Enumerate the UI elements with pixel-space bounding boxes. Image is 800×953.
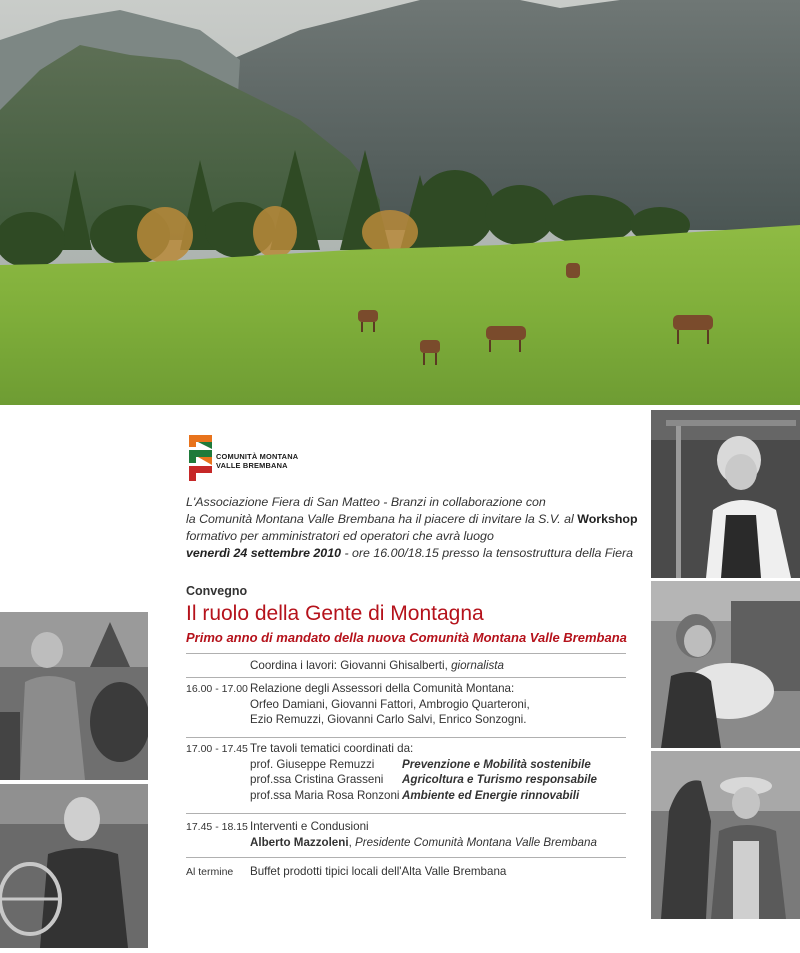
coordinator: Coordina i lavori: Giovanni Ghisalberti, giornalista	[250, 659, 504, 672]
table-row: prof.ssa Cristina Grasseni Agricoltura e Turismo responsabile	[250, 773, 597, 786]
photo-man-with-horse	[651, 751, 800, 919]
time-slot-4: Al termine	[186, 866, 234, 878]
photo-old-man-with-basket	[0, 784, 148, 948]
divider	[186, 737, 626, 738]
intro-paragraph	[186, 494, 638, 562]
program-block-2: Tre tavoli tematici coordinati da: prof. Giuseppe Remuzzi Prevenzione e Mobilità sostenibile prof.ssa Cristina Grasseni Agricoltura e Turismo responsabile prof.ssa Maria Rosa Ronzoni Ambiente ed Energie rinnovabili	[250, 741, 630, 803]
table-row: prof. Giuseppe Remuzzi Prevenzione e Mobilità sostenibile	[250, 757, 591, 771]
logo-mark-icon	[186, 433, 216, 483]
program-block-3: Interventi e Condusioni Alberto Mazzoleni, Presidente Comunità Montana Valle Brembana	[250, 820, 597, 849]
section-label: Convegno	[186, 584, 248, 598]
divider	[186, 857, 626, 858]
photo-man-with-cows	[0, 612, 148, 780]
landscape-illustration	[0, 0, 800, 405]
photo-woman-with-rake	[651, 410, 800, 578]
event-date: venerdì 24 settembre 2010	[186, 546, 341, 560]
logo-line-1: COMUNITÀ MONTANA	[216, 452, 299, 461]
photo-woman-with-piglet	[651, 581, 800, 748]
logo-comunita-montana	[186, 433, 316, 485]
time-slot-3: 17.45 - 18.15	[186, 821, 248, 833]
logo-line-2: VALLE BREMBANA	[216, 461, 288, 470]
table-row: prof.ssa Maria Rosa Ronzoni Ambiente ed Energie rinnovabili	[250, 788, 580, 802]
intro-line-4: venerdì 24 settembre 2010 - ore 16.00/18.15 presso la tensostruttura della Fiera	[186, 546, 634, 560]
program-block-1: Relazione degli Assessori della Comunità Montana: Orfeo Damiani, Giovanni Fattori, Ambrogio Quarteroni, Ezio Remuzzi, Giovanni Carlo Salvi, Enrico Sonzogni.	[250, 682, 530, 726]
divider	[186, 813, 626, 814]
intro-line-1: L'Associazione Fiera di San Matteo - Branzi in collaborazione con	[186, 495, 546, 509]
divider	[186, 653, 626, 654]
time-slot-1: 16.00 - 17.00	[186, 683, 248, 695]
event-subtitle: Primo anno di mandato della nuova Comunità Montana Valle Brembana	[186, 630, 627, 645]
divider	[186, 677, 626, 678]
event-title: Il ruolo della Gente di Montagna	[186, 602, 484, 625]
hero-landscape-photo	[0, 0, 800, 405]
intro-line-2: la Comunità Montana Valle Brembana ha il piacere di invitare la S.V. al Workshop	[186, 512, 638, 526]
intro-line-3: formativo per amministratori ed operatori che avrà luogo	[186, 529, 494, 543]
speaker-name: Alberto Mazzoleni	[250, 835, 349, 849]
workshop-word: Workshop	[577, 512, 638, 526]
program-block-4: Buffet prodotti tipici locali dell'Alta Valle Brembana	[250, 865, 507, 878]
time-slot-2: 17.00 - 17.45	[186, 743, 248, 755]
